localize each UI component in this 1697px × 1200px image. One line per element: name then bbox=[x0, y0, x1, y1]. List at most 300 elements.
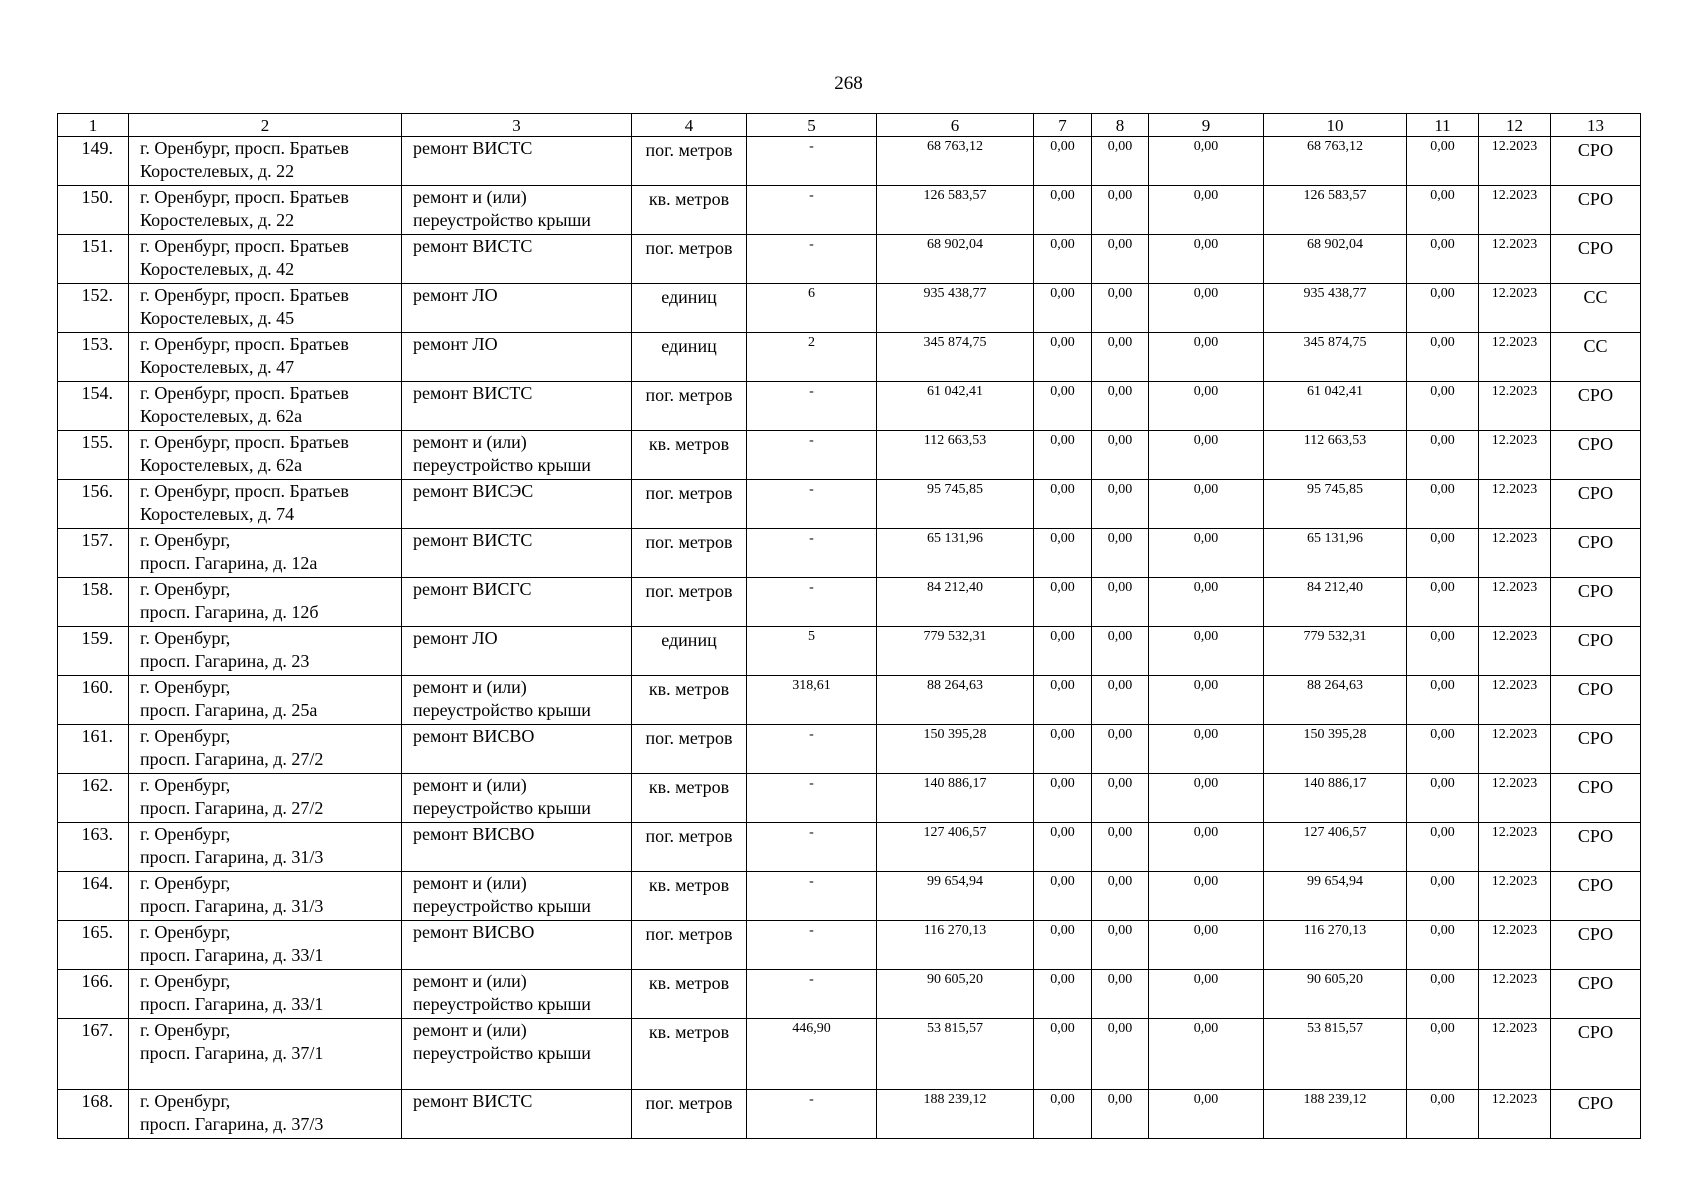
col10-cell: 84 212,40 bbox=[1264, 578, 1407, 627]
address-cell bbox=[129, 725, 402, 774]
col11-cell: 0,00 bbox=[1407, 235, 1479, 284]
unit-text: кв. метров bbox=[648, 434, 730, 454]
table-row bbox=[58, 1090, 1641, 1139]
completion-date-cell: 12.2023 bbox=[1479, 431, 1551, 480]
col8-cell: 0,00 bbox=[1092, 235, 1149, 284]
work-type-cell bbox=[402, 578, 632, 627]
table-row bbox=[58, 186, 1641, 235]
work-type-line-1: ремонт и (или) bbox=[413, 971, 527, 991]
col9-cell: 0,00 bbox=[1149, 921, 1264, 970]
total-cost-cell: 935 438,77 bbox=[877, 284, 1034, 333]
col11-cell: 0,00 bbox=[1407, 431, 1479, 480]
row-number: 161. bbox=[58, 725, 129, 774]
work-type-cell bbox=[402, 774, 632, 823]
col9-cell: 0,00 bbox=[1149, 725, 1264, 774]
address-cell bbox=[129, 823, 402, 872]
funding-type-text: СРО bbox=[1577, 434, 1614, 454]
col9-cell: 0,00 bbox=[1149, 480, 1264, 529]
completion-date-cell: 12.2023 bbox=[1479, 1090, 1551, 1139]
work-type-line-1: ремонт ЛО bbox=[413, 628, 498, 648]
col9-cell: 0,00 bbox=[1149, 431, 1264, 480]
table-row bbox=[58, 529, 1641, 578]
col7-cell: 0,00 bbox=[1034, 1019, 1092, 1090]
quantity-cell: 5 bbox=[747, 627, 877, 676]
work-type-line-2: переустройство крыши bbox=[413, 798, 591, 818]
completion-date-cell: 12.2023 bbox=[1479, 970, 1551, 1019]
address-line-1: г. Оренбург, bbox=[140, 824, 231, 844]
table-row bbox=[58, 725, 1641, 774]
row-number: 155. bbox=[58, 431, 129, 480]
work-type-line-1: ремонт ВИСВО bbox=[413, 726, 535, 746]
work-type-line-1: ремонт ВИСТС bbox=[413, 530, 533, 550]
funding-type-cell bbox=[1551, 529, 1641, 578]
unit-cell bbox=[632, 235, 747, 284]
col8-cell: 0,00 bbox=[1092, 186, 1149, 235]
col10-cell: 150 395,28 bbox=[1264, 725, 1407, 774]
column-header: 9 bbox=[1149, 114, 1264, 137]
col7-cell: 0,00 bbox=[1034, 725, 1092, 774]
col9-cell: 0,00 bbox=[1149, 970, 1264, 1019]
col10-cell: 95 745,85 bbox=[1264, 480, 1407, 529]
address-line-2: просп. Гагарина, д. 37/1 bbox=[140, 1043, 324, 1063]
funding-type-cell bbox=[1551, 823, 1641, 872]
address-line-1: г. Оренбург, bbox=[140, 1020, 231, 1040]
quantity-cell: 6 bbox=[747, 284, 877, 333]
col8-cell: 0,00 bbox=[1092, 774, 1149, 823]
total-cost-cell: 68 763,12 bbox=[877, 137, 1034, 186]
col8-cell: 0,00 bbox=[1092, 137, 1149, 186]
total-cost-cell: 61 042,41 bbox=[877, 382, 1034, 431]
column-header: 7 bbox=[1034, 114, 1092, 137]
col11-cell: 0,00 bbox=[1407, 921, 1479, 970]
unit-text: единиц bbox=[661, 287, 717, 307]
table-row bbox=[58, 1019, 1641, 1090]
table-row bbox=[58, 921, 1641, 970]
col10-cell: 88 264,63 bbox=[1264, 676, 1407, 725]
work-type-cell bbox=[402, 235, 632, 284]
col8-cell: 0,00 bbox=[1092, 382, 1149, 431]
total-cost-cell: 68 902,04 bbox=[877, 235, 1034, 284]
address-cell bbox=[129, 921, 402, 970]
funding-type-text: СРО bbox=[1577, 777, 1614, 797]
col7-cell: 0,00 bbox=[1034, 970, 1092, 1019]
col7-cell: 0,00 bbox=[1034, 872, 1092, 921]
completion-date-cell: 12.2023 bbox=[1479, 235, 1551, 284]
unit-cell bbox=[632, 480, 747, 529]
address-line-2: просп. Гагарина, д. 37/3 bbox=[140, 1114, 324, 1134]
col11-cell: 0,00 bbox=[1407, 529, 1479, 578]
address-line-2: Коростелевых, д. 47 bbox=[140, 357, 295, 377]
work-type-line-1: ремонт и (или) bbox=[413, 432, 527, 452]
address-cell bbox=[129, 235, 402, 284]
address-cell bbox=[129, 627, 402, 676]
funding-type-cell bbox=[1551, 725, 1641, 774]
address-cell bbox=[129, 676, 402, 725]
col7-cell: 0,00 bbox=[1034, 333, 1092, 382]
address-line-1: г. Оренбург, bbox=[140, 726, 231, 746]
table-row bbox=[58, 333, 1641, 382]
work-type-line-1: ремонт ВИСЭС bbox=[413, 481, 534, 501]
funding-type-text: СРО bbox=[1577, 826, 1614, 846]
total-cost-cell: 95 745,85 bbox=[877, 480, 1034, 529]
work-type-line-1: ремонт ВИСГС bbox=[413, 579, 532, 599]
work-type-cell bbox=[402, 1090, 632, 1139]
work-type-line-2: переустройство крыши bbox=[413, 994, 591, 1014]
total-cost-cell: 88 264,63 bbox=[877, 676, 1034, 725]
unit-text: пог. метров bbox=[645, 483, 733, 503]
column-header: 2 bbox=[129, 114, 402, 137]
col9-cell: 0,00 bbox=[1149, 235, 1264, 284]
col8-cell: 0,00 bbox=[1092, 627, 1149, 676]
column-header: 3 bbox=[402, 114, 632, 137]
col9-cell: 0,00 bbox=[1149, 1090, 1264, 1139]
col11-cell: 0,00 bbox=[1407, 676, 1479, 725]
address-line-2: Коростелевых, д. 62а bbox=[140, 455, 303, 475]
col11-cell: 0,00 bbox=[1407, 137, 1479, 186]
col11-cell: 0,00 bbox=[1407, 1090, 1479, 1139]
completion-date-cell: 12.2023 bbox=[1479, 382, 1551, 431]
row-number: 154. bbox=[58, 382, 129, 431]
address-line-2: просп. Гагарина, д. 23 bbox=[140, 651, 310, 671]
table-row bbox=[58, 872, 1641, 921]
total-cost-cell: 126 583,57 bbox=[877, 186, 1034, 235]
address-line-2: просп. Гагарина, д. 25а bbox=[140, 700, 318, 720]
funding-type-cell bbox=[1551, 676, 1641, 725]
total-cost-cell: 779 532,31 bbox=[877, 627, 1034, 676]
unit-cell bbox=[632, 823, 747, 872]
quantity-cell: 446,90 bbox=[747, 1019, 877, 1090]
work-type-cell bbox=[402, 921, 632, 970]
col9-cell: 0,00 bbox=[1149, 627, 1264, 676]
unit-cell bbox=[632, 284, 747, 333]
address-line-2: просп. Гагарина, д. 33/1 bbox=[140, 994, 324, 1014]
quantity-cell: - bbox=[747, 823, 877, 872]
work-type-cell bbox=[402, 431, 632, 480]
address-line-1: г. Оренбург, bbox=[140, 873, 231, 893]
quantity-cell: 318,61 bbox=[747, 676, 877, 725]
col10-cell: 68 763,12 bbox=[1264, 137, 1407, 186]
address-line-2: Коростелевых, д. 74 bbox=[140, 504, 295, 524]
work-type-cell bbox=[402, 333, 632, 382]
unit-text: пог. метров bbox=[645, 924, 733, 944]
quantity-cell: - bbox=[747, 725, 877, 774]
address-line-2: Коростелевых, д. 22 bbox=[140, 210, 295, 230]
completion-date-cell: 12.2023 bbox=[1479, 137, 1551, 186]
funding-type-text: СРО bbox=[1577, 532, 1614, 552]
column-header: 11 bbox=[1407, 114, 1479, 137]
col7-cell: 0,00 bbox=[1034, 823, 1092, 872]
total-cost-cell: 127 406,57 bbox=[877, 823, 1034, 872]
col7-cell: 0,00 bbox=[1034, 627, 1092, 676]
total-cost-cell: 112 663,53 bbox=[877, 431, 1034, 480]
work-type-line-1: ремонт ВИСТС bbox=[413, 138, 533, 158]
row-number: 153. bbox=[58, 333, 129, 382]
quantity-cell: 2 bbox=[747, 333, 877, 382]
col10-cell: 68 902,04 bbox=[1264, 235, 1407, 284]
total-cost-cell: 140 886,17 bbox=[877, 774, 1034, 823]
col9-cell: 0,00 bbox=[1149, 529, 1264, 578]
address-line-1: г. Оренбург, bbox=[140, 922, 231, 942]
col8-cell: 0,00 bbox=[1092, 578, 1149, 627]
unit-cell bbox=[632, 774, 747, 823]
funding-type-cell bbox=[1551, 627, 1641, 676]
address-cell bbox=[129, 382, 402, 431]
quantity-cell: - bbox=[747, 578, 877, 627]
completion-date-cell: 12.2023 bbox=[1479, 333, 1551, 382]
funding-type-cell bbox=[1551, 1019, 1641, 1090]
col11-cell: 0,00 bbox=[1407, 480, 1479, 529]
unit-cell bbox=[632, 627, 747, 676]
header-row bbox=[58, 114, 1641, 137]
unit-text: единиц bbox=[661, 630, 717, 650]
work-type-line-1: ремонт ВИСВО bbox=[413, 922, 535, 942]
address-line-1: г. Оренбург, просп. Братьев bbox=[140, 481, 349, 501]
funding-type-text: СРО bbox=[1577, 630, 1614, 650]
address-line-1: г. Оренбург, bbox=[140, 677, 231, 697]
quantity-cell: - bbox=[747, 529, 877, 578]
address-line-2: просп. Гагарина, д. 31/3 bbox=[140, 847, 324, 867]
address-cell bbox=[129, 137, 402, 186]
table-row bbox=[58, 774, 1641, 823]
col10-cell: 127 406,57 bbox=[1264, 823, 1407, 872]
unit-cell bbox=[632, 431, 747, 480]
address-line-1: г. Оренбург, просп. Братьев bbox=[140, 432, 349, 452]
address-line-2: Коростелевых, д. 45 bbox=[140, 308, 295, 328]
unit-cell bbox=[632, 970, 747, 1019]
unit-text: кв. метров bbox=[648, 189, 730, 209]
table-row bbox=[58, 235, 1641, 284]
work-type-cell bbox=[402, 872, 632, 921]
address-line-1: г. Оренбург, bbox=[140, 775, 231, 795]
funding-type-cell bbox=[1551, 284, 1641, 333]
col11-cell: 0,00 bbox=[1407, 578, 1479, 627]
unit-text: кв. метров bbox=[648, 777, 730, 797]
column-header: 5 bbox=[747, 114, 877, 137]
col10-cell: 61 042,41 bbox=[1264, 382, 1407, 431]
unit-cell bbox=[632, 382, 747, 431]
funding-type-text: СРО bbox=[1577, 1093, 1614, 1113]
row-number: 156. bbox=[58, 480, 129, 529]
col11-cell: 0,00 bbox=[1407, 970, 1479, 1019]
table-row bbox=[58, 970, 1641, 1019]
table-row bbox=[58, 137, 1641, 186]
completion-date-cell: 12.2023 bbox=[1479, 627, 1551, 676]
unit-cell bbox=[632, 1090, 747, 1139]
address-line-1: г. Оренбург, просп. Братьев bbox=[140, 383, 349, 403]
col11-cell: 0,00 bbox=[1407, 333, 1479, 382]
col10-cell: 65 131,96 bbox=[1264, 529, 1407, 578]
col10-cell: 99 654,94 bbox=[1264, 872, 1407, 921]
work-type-cell bbox=[402, 186, 632, 235]
row-number: 159. bbox=[58, 627, 129, 676]
unit-text: пог. метров bbox=[645, 385, 733, 405]
work-type-line-1: ремонт ЛО bbox=[413, 334, 498, 354]
funding-type-cell bbox=[1551, 431, 1641, 480]
address-line-1: г. Оренбург, просп. Братьев bbox=[140, 285, 349, 305]
row-number: 149. bbox=[58, 137, 129, 186]
unit-text: пог. метров bbox=[645, 238, 733, 258]
work-type-cell bbox=[402, 823, 632, 872]
table-row bbox=[58, 676, 1641, 725]
column-header: 1 bbox=[58, 114, 129, 137]
column-header: 8 bbox=[1092, 114, 1149, 137]
row-number: 162. bbox=[58, 774, 129, 823]
work-type-cell bbox=[402, 627, 632, 676]
unit-text: кв. метров bbox=[648, 875, 730, 895]
col8-cell: 0,00 bbox=[1092, 480, 1149, 529]
work-type-cell bbox=[402, 137, 632, 186]
address-line-2: просп. Гагарина, д. 33/1 bbox=[140, 945, 324, 965]
row-number: 166. bbox=[58, 970, 129, 1019]
funding-type-text: СРО bbox=[1577, 581, 1614, 601]
col7-cell: 0,00 bbox=[1034, 578, 1092, 627]
work-type-line-2: переустройство крыши bbox=[413, 700, 591, 720]
address-cell bbox=[129, 970, 402, 1019]
address-line-1: г. Оренбург, просп. Братьев bbox=[140, 334, 349, 354]
total-cost-cell: 53 815,57 bbox=[877, 1019, 1034, 1090]
total-cost-cell: 188 239,12 bbox=[877, 1090, 1034, 1139]
row-number: 163. bbox=[58, 823, 129, 872]
col8-cell: 0,00 bbox=[1092, 1019, 1149, 1090]
unit-cell bbox=[632, 872, 747, 921]
col11-cell: 0,00 bbox=[1407, 627, 1479, 676]
quantity-cell: - bbox=[747, 186, 877, 235]
funding-type-text: СРО bbox=[1577, 924, 1614, 944]
address-cell bbox=[129, 529, 402, 578]
unit-cell bbox=[632, 137, 747, 186]
address-line-2: Коростелевых, д. 42 bbox=[140, 259, 295, 279]
completion-date-cell: 12.2023 bbox=[1479, 186, 1551, 235]
completion-date-cell: 12.2023 bbox=[1479, 872, 1551, 921]
address-cell bbox=[129, 333, 402, 382]
unit-cell bbox=[632, 921, 747, 970]
address-cell bbox=[129, 284, 402, 333]
col10-cell: 90 605,20 bbox=[1264, 970, 1407, 1019]
funding-type-text: СС bbox=[1583, 336, 1608, 356]
funding-type-cell bbox=[1551, 1090, 1641, 1139]
col8-cell: 0,00 bbox=[1092, 333, 1149, 382]
completion-date-cell: 12.2023 bbox=[1479, 725, 1551, 774]
column-header: 13 bbox=[1551, 114, 1641, 137]
work-type-cell bbox=[402, 970, 632, 1019]
completion-date-cell: 12.2023 bbox=[1479, 676, 1551, 725]
completion-date-cell: 12.2023 bbox=[1479, 823, 1551, 872]
unit-text: пог. метров bbox=[645, 1093, 733, 1113]
address-line-1: г. Оренбург, bbox=[140, 530, 231, 550]
column-header: 6 bbox=[877, 114, 1034, 137]
col10-cell: 53 815,57 bbox=[1264, 1019, 1407, 1090]
row-number: 164. bbox=[58, 872, 129, 921]
col9-cell: 0,00 bbox=[1149, 872, 1264, 921]
work-type-line-1: ремонт ВИСТС bbox=[413, 383, 533, 403]
address-line-1: г. Оренбург, bbox=[140, 1091, 231, 1111]
address-line-2: просп. Гагарина, д. 27/2 bbox=[140, 749, 324, 769]
col10-cell: 140 886,17 bbox=[1264, 774, 1407, 823]
col7-cell: 0,00 bbox=[1034, 137, 1092, 186]
funding-type-text: СРО bbox=[1577, 728, 1614, 748]
col7-cell: 0,00 bbox=[1034, 676, 1092, 725]
col8-cell: 0,00 bbox=[1092, 431, 1149, 480]
funding-type-text: СРО bbox=[1577, 973, 1614, 993]
col9-cell: 0,00 bbox=[1149, 823, 1264, 872]
quantity-cell: - bbox=[747, 774, 877, 823]
unit-text: пог. метров bbox=[645, 826, 733, 846]
address-line-2: просп. Гагарина, д. 12а bbox=[140, 553, 318, 573]
funding-type-cell bbox=[1551, 480, 1641, 529]
funding-type-cell bbox=[1551, 774, 1641, 823]
address-line-1: г. Оренбург, просп. Братьев bbox=[140, 236, 349, 256]
unit-text: кв. метров bbox=[648, 1022, 730, 1042]
table-row bbox=[58, 627, 1641, 676]
work-type-line-2: переустройство крыши bbox=[413, 455, 591, 475]
unit-cell bbox=[632, 578, 747, 627]
row-number: 152. bbox=[58, 284, 129, 333]
quantity-cell: - bbox=[747, 970, 877, 1019]
column-header: 12 bbox=[1479, 114, 1551, 137]
col11-cell: 0,00 bbox=[1407, 186, 1479, 235]
row-number: 168. bbox=[58, 1090, 129, 1139]
address-cell bbox=[129, 480, 402, 529]
unit-text: кв. метров bbox=[648, 973, 730, 993]
registry-table bbox=[57, 113, 1641, 1139]
table-row bbox=[58, 284, 1641, 333]
work-type-line-1: ремонт и (или) bbox=[413, 775, 527, 795]
funding-type-text: СРО bbox=[1577, 385, 1614, 405]
funding-type-text: СРО bbox=[1577, 189, 1614, 209]
row-number: 165. bbox=[58, 921, 129, 970]
unit-cell bbox=[632, 725, 747, 774]
completion-date-cell: 12.2023 bbox=[1479, 921, 1551, 970]
funding-type-text: СРО bbox=[1577, 1022, 1614, 1042]
work-type-line-1: ремонт и (или) bbox=[413, 187, 527, 207]
funding-type-cell bbox=[1551, 137, 1641, 186]
table-row bbox=[58, 823, 1641, 872]
funding-type-cell bbox=[1551, 921, 1641, 970]
unit-text: пог. метров bbox=[645, 581, 733, 601]
col7-cell: 0,00 bbox=[1034, 1090, 1092, 1139]
total-cost-cell: 90 605,20 bbox=[877, 970, 1034, 1019]
page-number: 268 bbox=[834, 73, 863, 94]
total-cost-cell: 116 270,13 bbox=[877, 921, 1034, 970]
table-row bbox=[58, 480, 1641, 529]
unit-cell bbox=[632, 529, 747, 578]
table-row bbox=[58, 431, 1641, 480]
work-type-line-1: ремонт и (или) bbox=[413, 677, 527, 697]
col11-cell: 0,00 bbox=[1407, 725, 1479, 774]
funding-type-cell bbox=[1551, 872, 1641, 921]
unit-text: кв. метров bbox=[648, 679, 730, 699]
work-type-cell bbox=[402, 284, 632, 333]
quantity-cell: - bbox=[747, 921, 877, 970]
completion-date-cell: 12.2023 bbox=[1479, 284, 1551, 333]
row-number: 157. bbox=[58, 529, 129, 578]
total-cost-cell: 150 395,28 bbox=[877, 725, 1034, 774]
col10-cell: 116 270,13 bbox=[1264, 921, 1407, 970]
row-number: 160. bbox=[58, 676, 129, 725]
quantity-cell: - bbox=[747, 480, 877, 529]
address-line-2: просп. Гагарина, д. 12б bbox=[140, 602, 319, 622]
quantity-cell: - bbox=[747, 382, 877, 431]
col10-cell: 112 663,53 bbox=[1264, 431, 1407, 480]
unit-text: пог. метров bbox=[645, 728, 733, 748]
col9-cell: 0,00 bbox=[1149, 578, 1264, 627]
address-cell bbox=[129, 872, 402, 921]
work-type-line-1: ремонт ВИСВО bbox=[413, 824, 535, 844]
work-type-cell bbox=[402, 382, 632, 431]
address-line-1: г. Оренбург, bbox=[140, 579, 231, 599]
unit-text: единиц bbox=[661, 336, 717, 356]
funding-type-text: СС bbox=[1583, 287, 1608, 307]
